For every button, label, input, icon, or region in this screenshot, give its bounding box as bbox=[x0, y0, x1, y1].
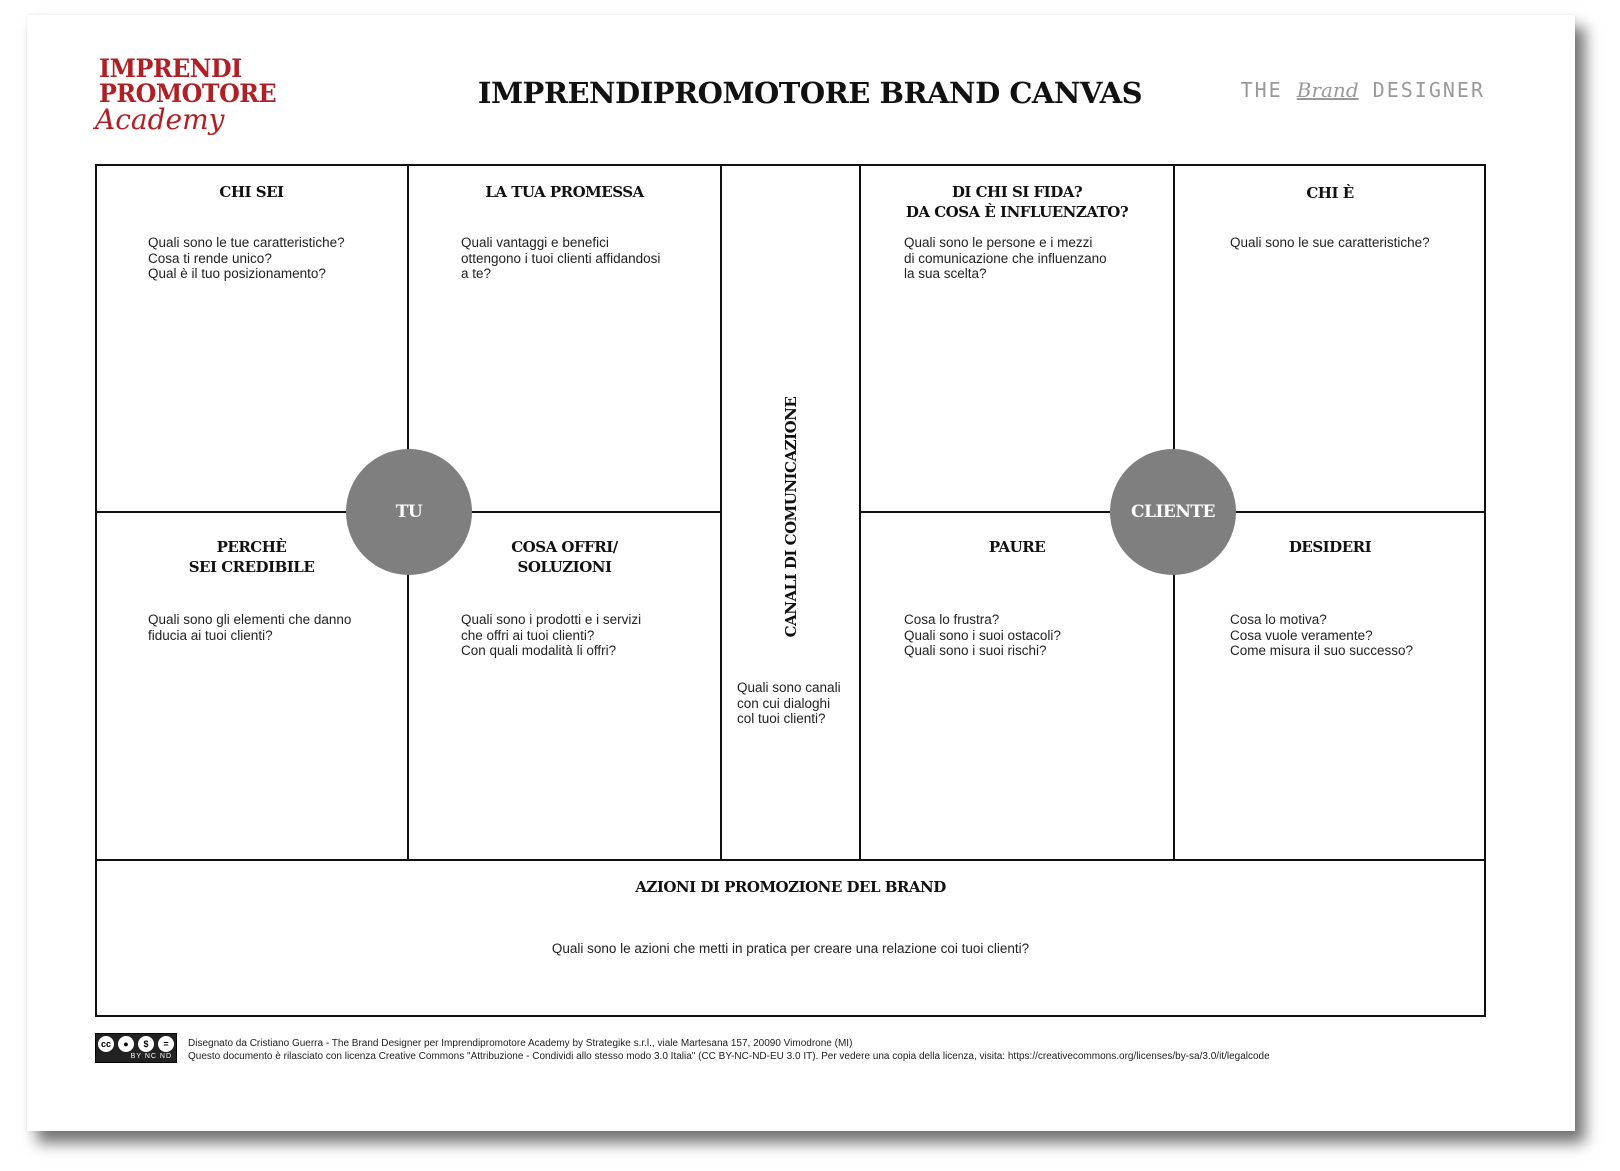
section-title-credibile: PERCHÈ SEI CREDIBILE bbox=[188, 538, 315, 576]
the-brand-designer-logo bbox=[1241, 78, 1485, 102]
section-question-canali: Quali sono canali con cui dialoghi col tuoi clienti? bbox=[737, 680, 841, 726]
logo-academy: Academy bbox=[95, 103, 225, 136]
section-question-fida: Quali sono le persone e i mezzi di comunicazione che influenzano la sua scelta? bbox=[904, 235, 1107, 281]
circle-tu: TU bbox=[346, 449, 472, 575]
section-question-paure: Cosa lo frustra? Quali sono i suoi ostacoli? Quali sono i suoi rischi? bbox=[904, 612, 1061, 658]
logo-line-2: PROMOTORE bbox=[99, 79, 277, 108]
logo-designer: DESIGNER bbox=[1372, 78, 1485, 102]
circle-cliente: CLIENTE bbox=[1110, 449, 1236, 575]
footer-credits bbox=[188, 1037, 1270, 1063]
section-question-chi-e: Quali sono le sue caratteristiche? bbox=[1230, 235, 1430, 250]
cc-icon: cc bbox=[98, 1036, 114, 1052]
license-icons bbox=[96, 1034, 176, 1052]
section-question-chi-sei: Quali sono le tue caratteristiche? Cosa ti rende unico? Qual è il tuo posizionamento? bbox=[148, 235, 345, 281]
nc-icon: $ bbox=[138, 1036, 154, 1052]
nd-icon: = bbox=[158, 1036, 174, 1052]
section-question-promessa: Quali vantaggi e benefici ottengono i tuoi clienti affidandosi a te? bbox=[461, 235, 661, 281]
section-question-desideri: Cosa lo motiva? Cosa vuole veramente? Come misura il suo successo? bbox=[1230, 612, 1414, 658]
page-title: IMPRENDIPROMOTORE BRAND CANVAS bbox=[477, 76, 1143, 110]
footer-line-2: Questo documento è rilasciato con licenza Creative Commons "Attribuzione - Condividi allo stesso modo 3.0 Italia" (CC BY-NC-ND-EU 3.0 IT). Per vedere una copia della licenza, visita: https://creativecommons.org/licenses/by-sa/3.0/it/legalcode bbox=[188, 1051, 1270, 1062]
section-title-paure: PAURE bbox=[988, 538, 1046, 556]
section-question-azioni: Quali sono le azioni che metti in pratica per creare una relazione coi tuoi clienti? bbox=[551, 941, 1030, 956]
section-title-offri: COSA OFFRI/ SOLUZIONI bbox=[511, 538, 618, 576]
section-title-fida: DI CHI SI FIDA? DA COSA È INFLUENZATO? bbox=[905, 183, 1129, 221]
section-title-azioni: AZIONI DI PROMOZIONE DEL BRAND bbox=[635, 878, 946, 896]
section-title-chi-sei: CHI SEI bbox=[219, 183, 284, 201]
section-title-promessa: LA TUA PROMESSA bbox=[485, 183, 644, 201]
divider bbox=[95, 859, 1486, 861]
logo-line-1: IMPRENDI bbox=[99, 54, 242, 83]
by-icon: ● bbox=[118, 1036, 134, 1052]
license-labels: BY NC ND bbox=[130, 1053, 172, 1060]
section-title-desideri: DESIDERI bbox=[1288, 538, 1372, 556]
section-title-chi-e: CHI È bbox=[1306, 184, 1354, 202]
section-question-offri: Quali sono i prodotti e i servizi che offri ai tuoi clienti? Con quali modalità li offri? bbox=[461, 612, 642, 658]
section-question-credibile: Quali sono gli elementi che danno fiducia ai tuoi clienti? bbox=[148, 612, 352, 643]
section-title-canali: CANALI DI COMUNICAZIONE bbox=[782, 396, 800, 638]
logo-brand: Brand bbox=[1296, 78, 1359, 102]
creative-commons-badge bbox=[95, 1033, 177, 1063]
logo-the: THE bbox=[1240, 78, 1283, 102]
footer-line-1: Disegnato da Cristiano Guerra - The Brand Designer per Imprendipromotore Academy by Strategike s.r.l., viale Martesana 157, 20090 Vimodrone (MI) bbox=[188, 1038, 853, 1049]
